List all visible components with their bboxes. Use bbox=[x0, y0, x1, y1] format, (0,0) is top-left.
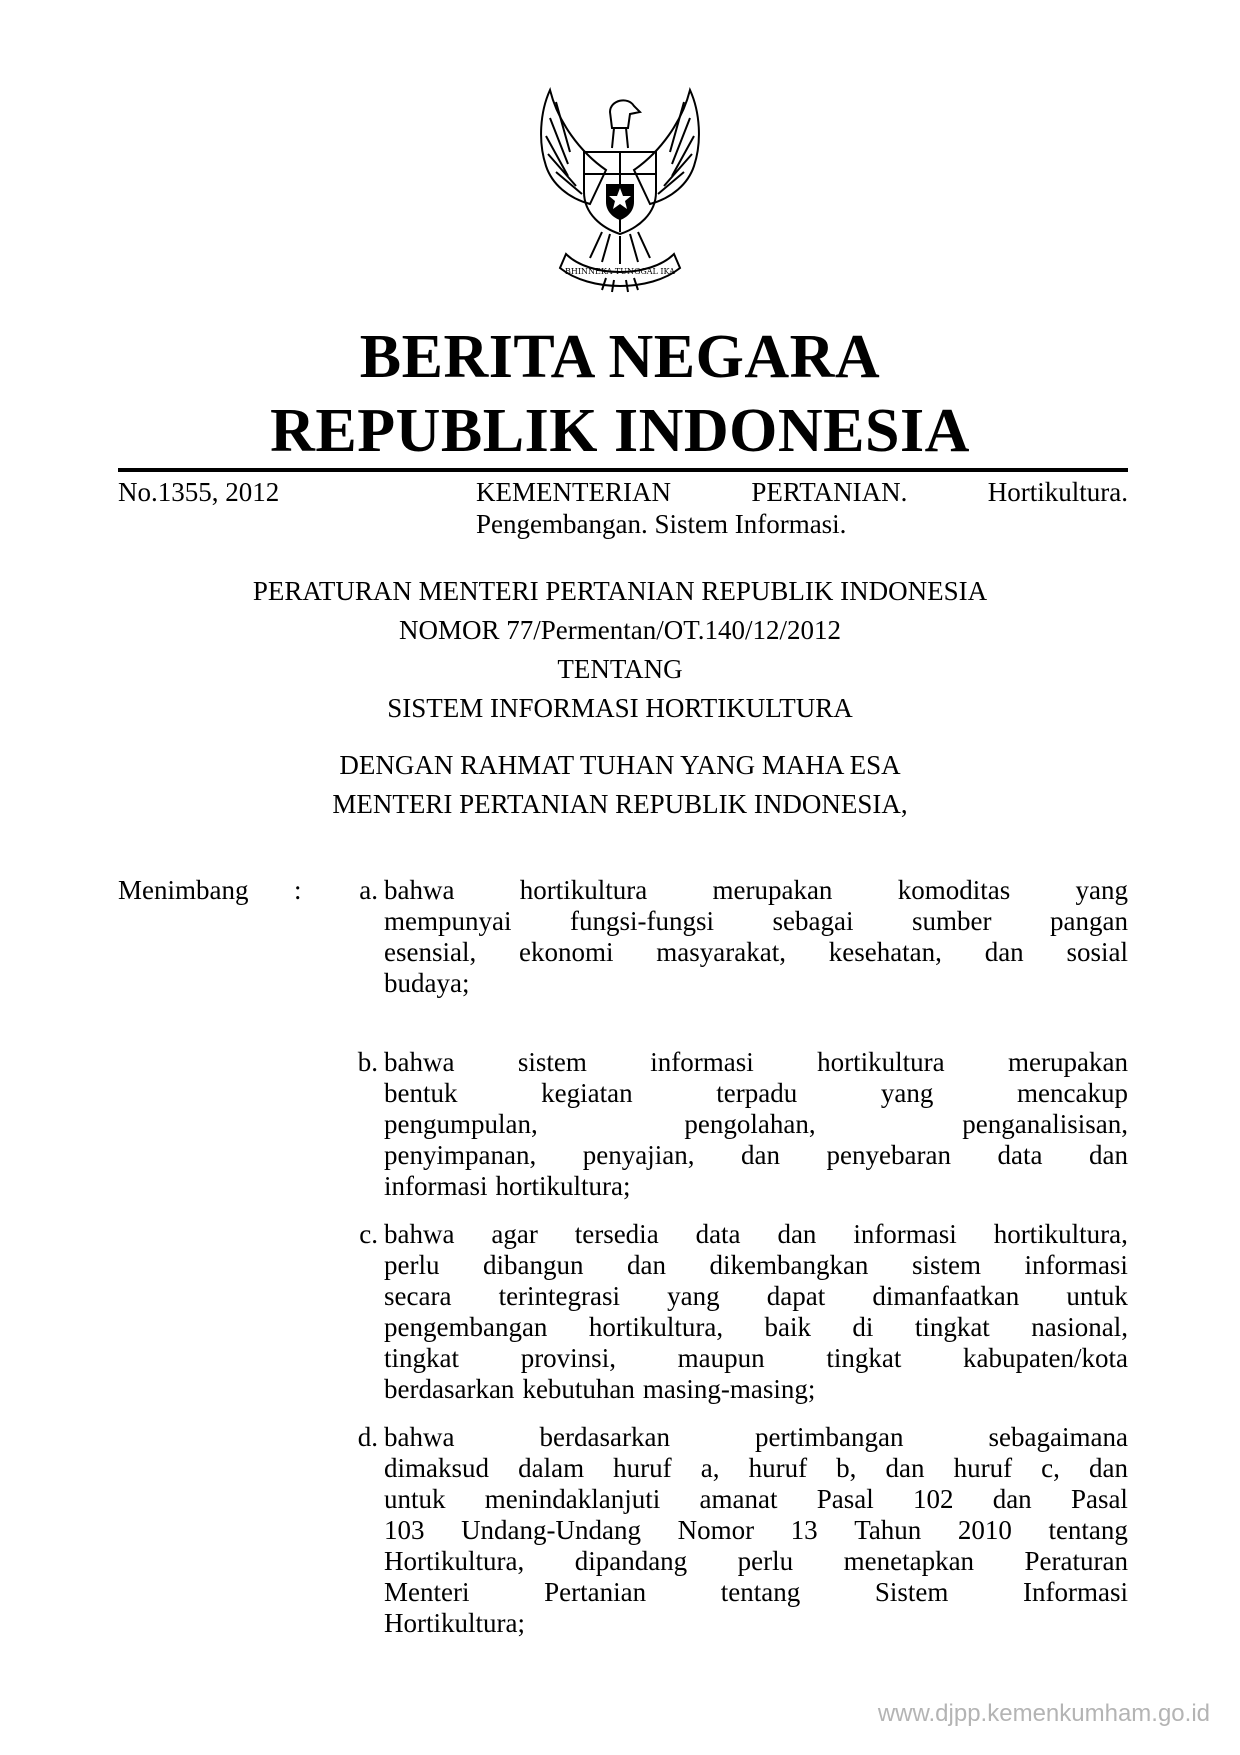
word: bahwa bbox=[384, 1422, 455, 1452]
considering-label: Menimbang bbox=[118, 875, 249, 905]
word: a, bbox=[700, 1453, 720, 1483]
word: pangan bbox=[1050, 906, 1128, 936]
text-line bbox=[384, 1422, 1128, 1453]
text-line bbox=[384, 1140, 1128, 1171]
word: hortikultura; bbox=[495, 1171, 631, 1201]
word: baik bbox=[764, 1312, 811, 1342]
word: huruf bbox=[613, 1453, 672, 1483]
word: sebagaimana bbox=[988, 1422, 1128, 1452]
text-line bbox=[384, 1250, 1128, 1281]
text-line bbox=[384, 1577, 1128, 1608]
word: yang bbox=[1075, 875, 1128, 905]
word: Menteri bbox=[384, 1577, 470, 1607]
word: Hortikultura, bbox=[384, 1546, 525, 1576]
word: dan bbox=[741, 1140, 780, 1170]
word: 102 bbox=[912, 1484, 954, 1514]
word: dimanfaatkan bbox=[872, 1281, 1020, 1311]
word: dan bbox=[984, 937, 1024, 967]
item-letter: d. bbox=[357, 1422, 378, 1452]
text-line bbox=[384, 1546, 1128, 1577]
considering-item-text bbox=[384, 1219, 1128, 1405]
word: Informasi bbox=[1023, 1577, 1128, 1607]
word: menetapkan bbox=[843, 1546, 975, 1576]
word: kesehatan, bbox=[828, 937, 942, 967]
word: berdasarkan bbox=[539, 1422, 670, 1452]
word: agar bbox=[491, 1219, 538, 1249]
word: huruf bbox=[953, 1453, 1013, 1483]
word: hortikultura bbox=[519, 875, 648, 905]
word: huruf bbox=[748, 1453, 808, 1483]
word: merupakan bbox=[1008, 1047, 1128, 1077]
word: untuk bbox=[384, 1484, 446, 1514]
word: sumber bbox=[912, 906, 992, 936]
text-line bbox=[384, 1515, 1128, 1546]
considering-item-text bbox=[384, 1047, 1128, 1202]
subject-word: Hortikultura. bbox=[987, 477, 1128, 507]
word: yang bbox=[880, 1078, 934, 1108]
word: bahwa bbox=[384, 875, 455, 905]
text-line bbox=[384, 1453, 1128, 1484]
word: tingkat bbox=[826, 1343, 902, 1373]
word: hortikultura, bbox=[993, 1219, 1128, 1249]
text-line bbox=[384, 1281, 1128, 1312]
text-line bbox=[384, 937, 1128, 968]
word: penyimpanan, bbox=[384, 1140, 537, 1170]
word: sistem bbox=[517, 1047, 587, 1077]
word: informasi bbox=[650, 1047, 754, 1077]
text-line bbox=[384, 1484, 1128, 1515]
considering-item-text bbox=[384, 875, 1128, 999]
word: dipandang bbox=[574, 1546, 688, 1576]
word: informasi bbox=[1024, 1250, 1128, 1280]
word: budaya; bbox=[384, 968, 470, 998]
word: dan bbox=[777, 1219, 817, 1249]
word: dimaksud bbox=[384, 1453, 489, 1483]
item-letter: b. bbox=[357, 1047, 378, 1077]
word: data bbox=[695, 1219, 741, 1249]
word: esensial, bbox=[384, 937, 477, 967]
word: perlu bbox=[384, 1250, 440, 1280]
word: tingkat bbox=[384, 1343, 459, 1373]
word: untuk bbox=[1066, 1281, 1128, 1311]
word: pengolahan, bbox=[684, 1109, 816, 1139]
word: secara bbox=[384, 1281, 452, 1311]
regulation-about: TENTANG bbox=[557, 654, 683, 684]
text-line bbox=[384, 875, 1128, 906]
item-letter: a. bbox=[359, 875, 378, 905]
word: perlu bbox=[737, 1546, 794, 1576]
subject-word: PERTANIAN. bbox=[751, 477, 908, 507]
word: Pertanian bbox=[544, 1577, 647, 1607]
word: dikembangkan bbox=[709, 1250, 869, 1280]
word: Hortikultura; bbox=[384, 1608, 525, 1638]
word: sebagai bbox=[772, 906, 854, 936]
word: Undang-Undang bbox=[461, 1515, 642, 1545]
word: pertimbangan bbox=[755, 1422, 904, 1452]
text-line bbox=[384, 1374, 1128, 1405]
regulation-subject: SISTEM INFORMASI HORTIKULTURA bbox=[387, 693, 853, 723]
word: merupakan bbox=[712, 875, 833, 905]
word: dan bbox=[1088, 1453, 1128, 1483]
word: Pasal bbox=[816, 1484, 874, 1514]
gazette-subject-line1 bbox=[476, 476, 1128, 508]
word: dalam bbox=[518, 1453, 585, 1483]
word: amanat bbox=[699, 1484, 778, 1514]
word: kabupaten/kota bbox=[963, 1343, 1128, 1373]
word: penyajian, bbox=[582, 1140, 695, 1170]
subject-word: KEMENTERIAN bbox=[476, 477, 671, 507]
word: maupun bbox=[677, 1343, 765, 1373]
source-watermark: www.djpp.kemenkumham.go.id bbox=[877, 1700, 1210, 1727]
word: penyebaran bbox=[826, 1140, 951, 1170]
word: tingkat bbox=[914, 1312, 990, 1342]
word: dan bbox=[885, 1453, 925, 1483]
word: tentang bbox=[720, 1577, 801, 1607]
word: 2010 bbox=[957, 1515, 1012, 1545]
word: c, bbox=[1041, 1453, 1060, 1483]
word: dan bbox=[626, 1250, 666, 1280]
word: informasi bbox=[384, 1171, 488, 1201]
item-letter: c. bbox=[359, 1219, 378, 1249]
text-line bbox=[384, 1219, 1128, 1250]
word: 13 bbox=[790, 1515, 818, 1545]
garuda-pancasila-emblem bbox=[510, 82, 730, 302]
text-line bbox=[384, 1343, 1128, 1374]
gazette-title: BERITA NEGARA bbox=[359, 323, 881, 391]
word: penganalisisan, bbox=[962, 1109, 1128, 1139]
text-line bbox=[384, 1171, 1128, 1202]
word: pengumpulan, bbox=[384, 1109, 538, 1139]
gazette-subject bbox=[476, 476, 1128, 540]
word: kegiatan bbox=[541, 1078, 633, 1108]
word: menindaklanjuti bbox=[484, 1484, 661, 1514]
word: Nomor bbox=[677, 1515, 755, 1545]
word: mencakup bbox=[1017, 1078, 1128, 1108]
word: tersedia bbox=[574, 1219, 659, 1249]
word: 103 bbox=[384, 1515, 425, 1545]
word: nasional, bbox=[1031, 1312, 1128, 1342]
text-line bbox=[384, 1608, 1128, 1639]
word: data bbox=[997, 1140, 1043, 1170]
header-rule bbox=[118, 468, 1128, 472]
issuing-minister: MENTERI PERTANIAN REPUBLIK INDONESIA, bbox=[332, 789, 908, 819]
word: sosial bbox=[1066, 937, 1128, 967]
regulation-title: PERATURAN MENTERI PERTANIAN REPUBLIK INDONESIA bbox=[252, 576, 988, 606]
text-line bbox=[384, 968, 1128, 999]
word: informasi bbox=[853, 1219, 957, 1249]
text-line bbox=[384, 1312, 1128, 1343]
text-line bbox=[384, 1047, 1128, 1078]
word: bahwa bbox=[384, 1047, 455, 1077]
word: masyarakat, bbox=[656, 937, 786, 967]
gazette-subject-line2: Pengembangan. Sistem Informasi. bbox=[476, 509, 847, 539]
word: Pasal bbox=[1070, 1484, 1128, 1514]
word: Peraturan bbox=[1024, 1546, 1128, 1576]
considering-colon: : bbox=[294, 875, 302, 905]
word: dan bbox=[992, 1484, 1032, 1514]
word: terpadu bbox=[716, 1078, 798, 1108]
word: berdasarkan bbox=[384, 1374, 515, 1404]
word: masing-masing; bbox=[642, 1374, 816, 1404]
word: hortikultura bbox=[817, 1047, 945, 1077]
word: kebutuhan bbox=[522, 1374, 635, 1404]
word: komoditas bbox=[897, 875, 1011, 905]
word: dibangun bbox=[482, 1250, 584, 1280]
word: bahwa bbox=[384, 1219, 455, 1249]
word: b, bbox=[836, 1453, 857, 1483]
word: fungsi-fungsi bbox=[570, 906, 714, 936]
text-line bbox=[384, 1078, 1128, 1109]
word: ekonomi bbox=[519, 937, 614, 967]
word: tentang bbox=[1048, 1515, 1128, 1545]
gazette-number: No.1355, 2012 bbox=[118, 477, 280, 507]
word: mempunyai bbox=[384, 906, 512, 936]
text-line bbox=[384, 1109, 1128, 1140]
regulation-number: NOMOR 77/Permentan/OT.140/12/2012 bbox=[399, 615, 841, 645]
word: terintegrasi bbox=[498, 1281, 621, 1311]
word: dan bbox=[1089, 1140, 1128, 1170]
gazette-subtitle: REPUBLIK INDONESIA bbox=[270, 397, 970, 465]
word: dapat bbox=[766, 1281, 826, 1311]
word: Tahun bbox=[854, 1515, 922, 1545]
emblem-motto: BHINNEKA TUNGGAL IKA bbox=[565, 267, 675, 276]
word: di bbox=[852, 1312, 874, 1342]
invocation: DENGAN RAHMAT TUHAN YANG MAHA ESA bbox=[339, 750, 901, 780]
considering-item-text bbox=[384, 1422, 1128, 1639]
text-line bbox=[384, 906, 1128, 937]
word: pengembangan bbox=[384, 1312, 548, 1342]
word: hortikultura, bbox=[588, 1312, 724, 1342]
word: yang bbox=[667, 1281, 720, 1311]
word: sistem bbox=[911, 1250, 981, 1280]
word: bentuk bbox=[384, 1078, 458, 1108]
word: provinsi, bbox=[520, 1343, 616, 1373]
word: Sistem bbox=[874, 1577, 949, 1607]
